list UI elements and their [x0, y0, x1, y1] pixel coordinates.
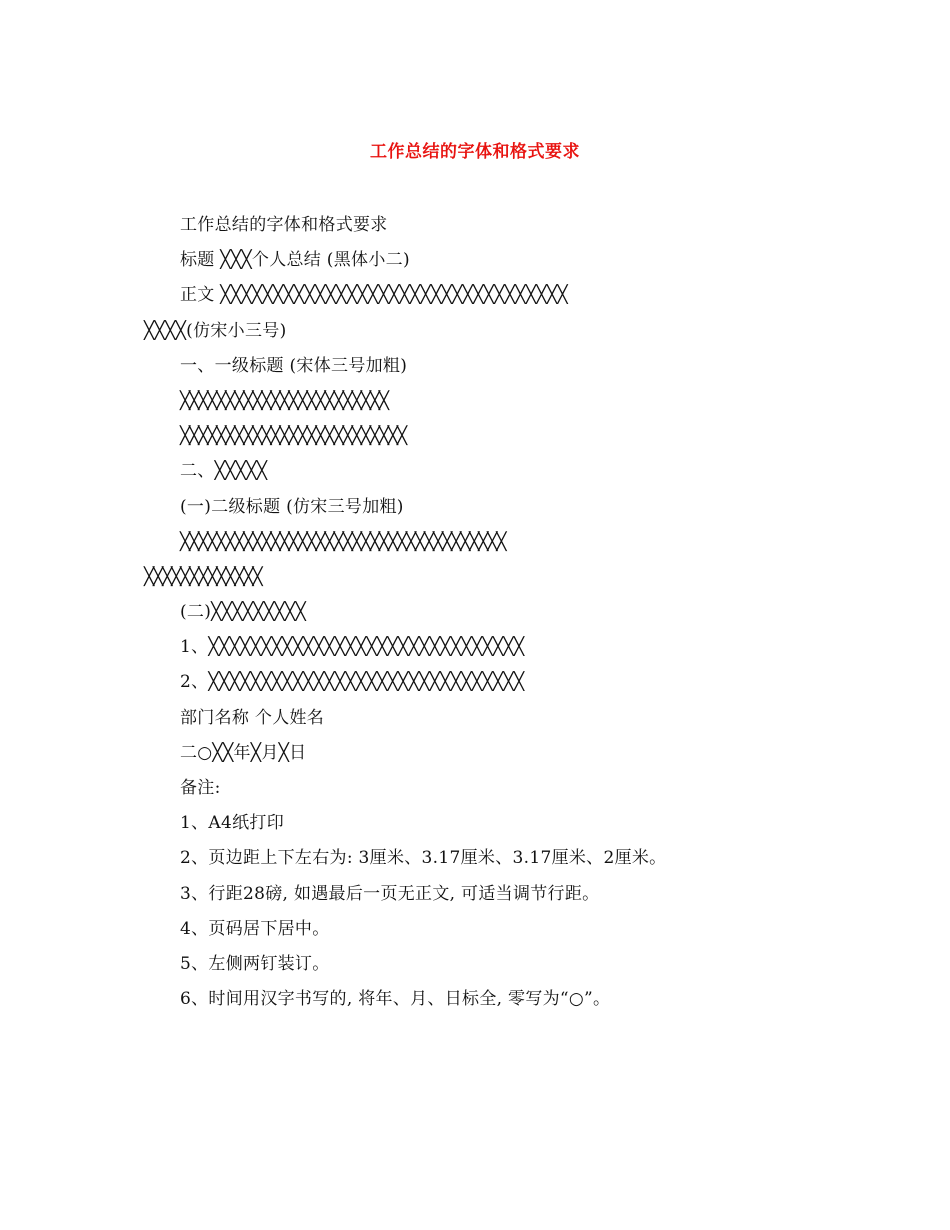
body-line-notes-label: 备注: [180, 778, 221, 798]
note-item-3: 3、行距28磅, 如遇最后一页无正文, 可适当调节行距。 [180, 883, 600, 904]
body-line-heading: 工作总结的字体和格式要求 [180, 215, 388, 235]
document-title: 工作总结的字体和格式要求 [370, 142, 580, 162]
body-line-level2-heading: (一)二级标题 (仿宋三号加粗) [180, 496, 404, 517]
note-item-6: 6、时间用汉字书写的, 将年、月、日标全, 零写为“○”。 [180, 989, 611, 1010]
body-line-section-two: 二、╳╳╳╳╳ [180, 461, 268, 482]
body-line-text-spec: 正文 ╳╳╳╳╳╳╳╳╳╳╳╳╳╳╳╳╳╳╳╳╳╳╳╳╳╳╳╳╳╳╳╳╳ [180, 285, 568, 306]
body-line-placeholder: ╳╳╳╳╳╳╳╳╳╳╳╳╳╳╳╳╳╳╳╳╳╳╳╳╳╳╳╳╳╳╳╳╳╳╳╳ [180, 531, 506, 552]
body-line-placeholder: ╳╳╳╳╳╳╳╳╳╳╳╳╳╳╳╳╳╳╳╳╳╳╳ [180, 390, 388, 411]
body-line-placeholder: ╳╳╳╳╳╳╳╳╳╳╳╳╳╳╳╳╳╳╳╳╳╳╳╳╳ [180, 426, 406, 447]
note-item-1: 1、A4纸打印 [180, 813, 285, 834]
note-item-4: 4、页码居下居中。 [180, 918, 330, 939]
body-line-placeholder-cont: ╳╳╳╳╳╳╳╳╳╳╳╳╳ [144, 566, 262, 587]
note-item-2: 2、页边距上下左右为: 3厘米、3.17厘米、3.17厘米、2厘米。 [180, 848, 667, 869]
note-item-5: 5、左侧两钉装订。 [180, 953, 330, 974]
body-line-signature: 部门名称 个人姓名 [180, 707, 325, 728]
body-line-item-2: 2、╳╳╳╳╳╳╳╳╳╳╳╳╳╳╳╳╳╳╳╳╳╳╳╳╳╳╳╳╳╳ [180, 672, 525, 693]
body-line-subsection-two: (二)╳╳╳╳╳╳╳╳╳ [180, 602, 306, 623]
document-body [144, 208, 814, 1017]
body-line-text-spec-cont: ╳╳╳╳(仿宋小三号) [144, 320, 287, 341]
body-line-title-spec: 标题 ╳╳╳个人总结 (黑体小二) [180, 250, 410, 271]
body-line-item-1: 1、╳╳╳╳╳╳╳╳╳╳╳╳╳╳╳╳╳╳╳╳╳╳╳╳╳╳╳╳╳╳ [180, 637, 525, 658]
body-line-date: 二○╳╳年╳月╳日 [180, 742, 307, 763]
body-line-level1-heading: 一、一级标题 (宋体三号加粗) [180, 355, 408, 376]
